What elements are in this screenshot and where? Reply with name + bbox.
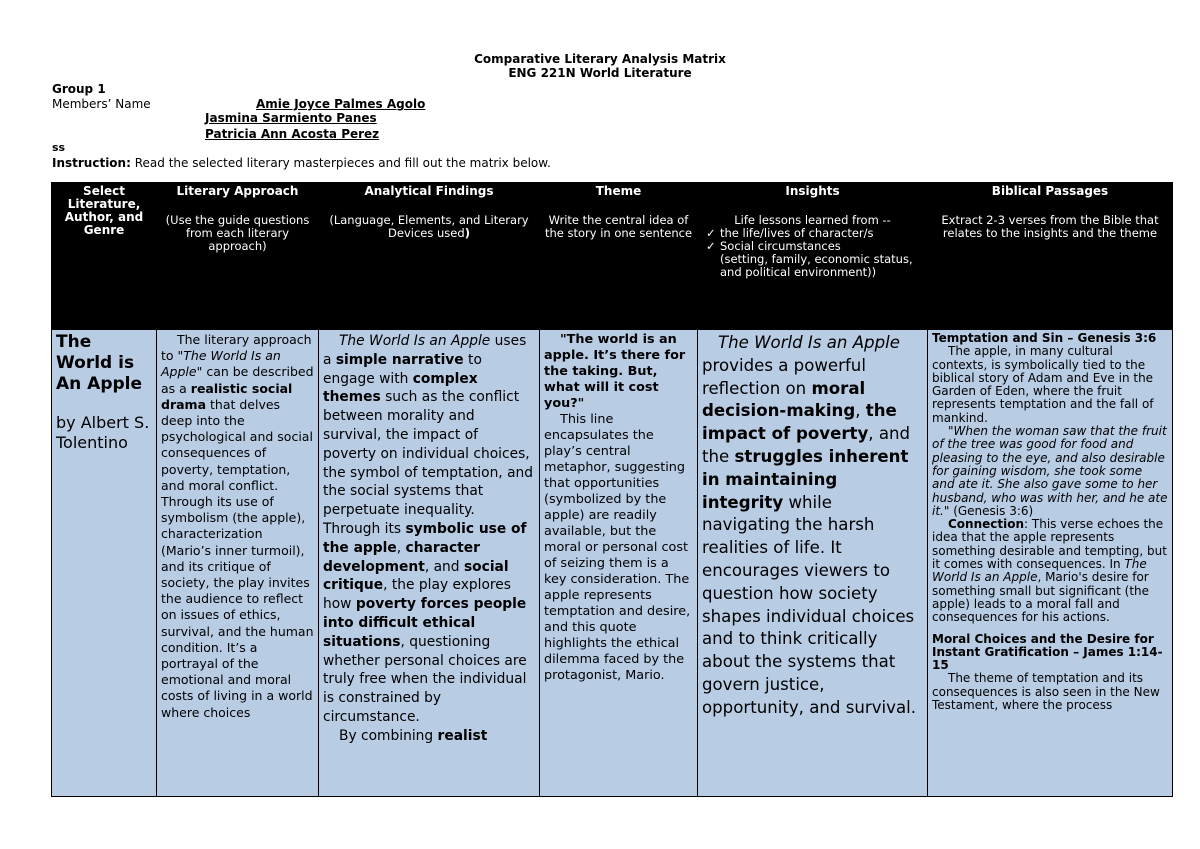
cell-insights: The World Is an Apple provides a powerful reflection on moral decision-making, the impact of poverty, and the struggles inherent in maintaining integrity while navigating the harsh realities of life. It encourages viewers to question how society shapes individual choices and to think critically about the systems that govern justice, opportunity, and survival. xyxy=(698,330,928,797)
header-biblical-passages: Biblical Passages Extract 2-3 verses from the Bible that relates to the insights and the theme xyxy=(928,183,1173,330)
passage-heading-2: Moral Choices and the Desire for Instant Gratification – James 1:14-15 xyxy=(932,631,1163,673)
header-insights: Insights Life lessons learned from -- ✓ the life/lives of character/s ✓ Social circumstances (setting, family, economic status, and political environment)) xyxy=(698,183,928,330)
instruction xyxy=(52,156,551,170)
member-name-1: Amie Joyce Palmes Agolo xyxy=(256,97,426,111)
theme-quote: "The world is an apple. It’s there for the taking. But, what will it cost you?" xyxy=(544,332,686,411)
insights-check-item-2: ✓ Social circumstances xyxy=(706,239,841,253)
cell-theme xyxy=(540,330,698,797)
insights-checklist xyxy=(702,227,923,253)
document-title-block xyxy=(0,52,1200,80)
cell-literature xyxy=(52,330,157,797)
document-title: Comparative Literary Analysis Matrix xyxy=(474,52,726,66)
stray-text: ss xyxy=(52,141,66,154)
course-title: ENG 221N World Literature xyxy=(508,66,692,80)
group-label: Group 1 xyxy=(52,82,106,96)
verse-genesis: "When the woman saw that the fruit of the tree was good for food and pleasing to the eye, and also desirable for gaining wisdom, she took some and ate it. She also gave some to her husband, who was with her, and he ate it." xyxy=(932,424,1168,518)
header-literary-approach: Literary Approach (Use the guide questions from each literary approach) xyxy=(157,183,319,330)
header-select-literature: Select Literature, Author, and Genre xyxy=(52,183,157,330)
member-name-3: Patricia Ann Acosta Perez xyxy=(205,127,380,141)
insights-check-item-1: ✓ the life/lives of character/s xyxy=(706,226,874,240)
theme-body: This line encapsulates the play’s central metaphor, suggesting that opportunities (symbolized by the apple) are readily available, but the moral or personal cost of seizing them is a key consideration. The apple represents temptation and desire, and this quote highlights the ethical dilemma faced by the protagonist, Mario. xyxy=(544,412,691,683)
analysis-matrix xyxy=(51,182,1173,797)
cell-biblical-passages: Temptation and Sin – Genesis 3:6 The apple, in many cultural contexts, is symbolically tied to the biblical story of Adam and Eve in the Garden of Eden, where the fruit represents temptation and the fall of mankind. "When the woman saw that the fruit of the tree was good for food and pleasing to the eye, and also desirable for gaining wisdom, she took some and ate it. She also gave some to her husband, who was with her, and he ate it." (Genesis 3:6) Connection: This verse echoes the idea that the apple represents something desirable and tempting, but it comes with consequences. In The World Is an Apple, Mario's desire for something small but significant (the apple) leads to a moral fall and consequences for his actions. Moral Choices and the Desire for Instant Gratification – James 1:14-15 The theme of temptation and its consequences is also seen in the New Testament, where the process xyxy=(928,330,1173,797)
cell-literary-approach: The literary approach to "The World Is an Apple" can be described as a realistic social drama that delves deep into the psychological and social consequences of poverty, temptation, and moral conflict. Through its use of symbolism (the apple), characterization (Mario’s inner turmoil), and its critique of society, the play invites the audience to reflect on issues of ethics, survival, and the human condition. It’s a portrayal of the emotional and moral costs of living in a world where choices xyxy=(157,330,319,797)
cell-analytical-findings: The World Is an Apple uses a simple narrative to engage with complex themes such as the conflict between morality and survival, the impact of poverty on individual choices, the symbol of temptation, and the social systems that perpetuate inequality. Through its symbolic use of the apple, character development, and social critique, the play explores how poverty forces people into difficult ethical situations, questioning whether personal choices are truly free when the individual is constrained by circumstance. By combining realist xyxy=(319,330,540,797)
passage-heading-1: Temptation and Sin – Genesis 3:6 xyxy=(932,331,1157,345)
literature-title: The World is An Apple xyxy=(56,332,143,394)
instruction-label: Instruction: xyxy=(52,156,131,170)
members-label: Members’ Name xyxy=(52,97,151,111)
header-analytical-findings: Analytical Findings (Language, Elements, and Literary Devices used) xyxy=(319,183,540,330)
check-icon: ✓ xyxy=(706,226,716,240)
literature-author: by Albert S. Tolentino xyxy=(56,413,150,452)
matrix-row-world-is-an-apple xyxy=(52,330,1173,797)
header-theme: Theme Write the central idea of the story in one sentence xyxy=(540,183,698,330)
check-icon: ✓ xyxy=(706,239,716,253)
matrix-header-row xyxy=(52,183,1173,330)
instruction-text: Read the selected literary masterpieces and fill out the matrix below. xyxy=(130,156,551,170)
member-name-2: Jasmina Sarmiento Panes xyxy=(205,111,377,125)
